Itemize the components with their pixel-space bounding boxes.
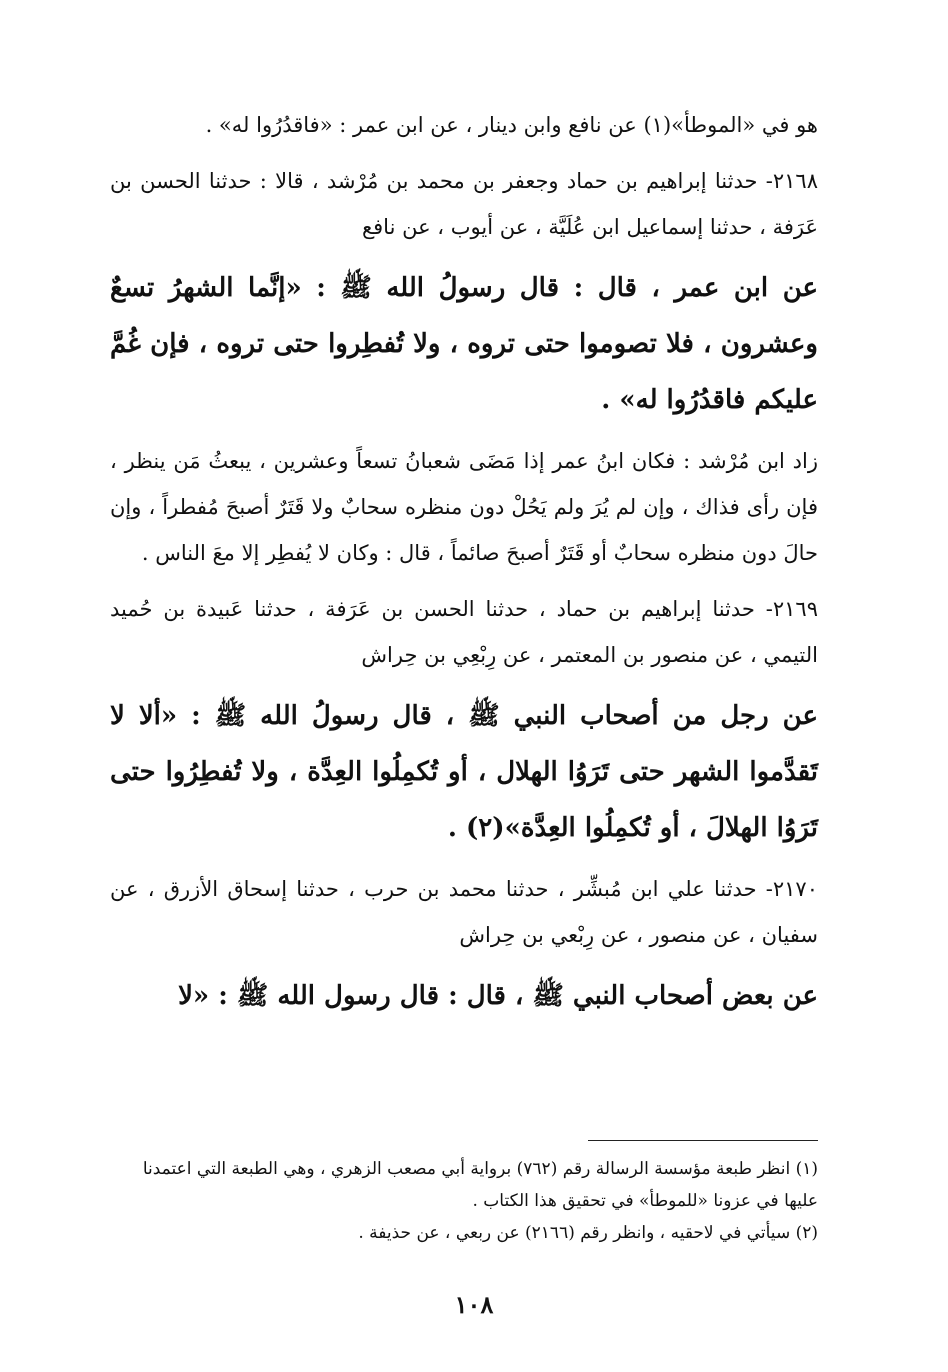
page-number: ١٠٨ xyxy=(454,1290,494,1319)
footnote-divider xyxy=(588,1140,818,1141)
footnote-2: (٢) سيأتي في لاحقيه ، وانظر رقم (٢١٦٦) عن ربعي ، عن حذيفة . xyxy=(358,1223,818,1243)
hadith-2168-matn: عن ابن عمر ، قال : قال رسولُ الله ﷺ : «إنَّما الشهرُ تسعٌ وعشرون ، فلا تصوموا حتى تروه ، ولا تُفطِروا حتى تروه ، فإن غُمَّ عليكم فاقدُرُوا له» . xyxy=(110,273,818,415)
paragraph-intro: هو في «الموطأ»(١) عن نافع وابن دينار ، عن ابن عمر : «فاقدُرُوا له» . xyxy=(205,113,818,137)
hadith-2168-isnad: ٢١٦٨- حدثنا إبراهيم بن حماد وجعفر بن محمد بن مُرْشد ، قالا : حدثنا الحسن بن عَرَفة ، حدثنا إسماعيل ابن عُلَيَّة ، عن أيوب ، عن نافع xyxy=(110,169,818,239)
footnotes xyxy=(110,1140,818,1249)
hadith-2169-matn: عن رجل من أصحاب النبي ﷺ ، قال رسولُ الله ﷺ : «ألا لا تَقدَّموا الشهر حتى تَرَوُا الهلال ، أو تُكمِلُوا العِدَّة ، ولا تُفطِرُوا حتى تَرَوُا الهلالَ ، أو تُكمِلُوا العِدَّة»(٢) . xyxy=(110,701,818,843)
hadith-2169-isnad: ٢١٦٩- حدثنا إبراهيم بن حماد ، حدثنا الحسن بن عَرَفة ، حدثنا عَبيدة بن حُميد التيمي ، عن منصور بن المعتمر ، عن رِبْعِي بن حِراش xyxy=(110,597,818,667)
hadith-2168-addition: زاد ابن مُرْشد : فكان ابنُ عمر إذا مَضَى شعبانُ تسعاً وعشرين ، يبعثُ مَن ينظر ، فإن رأى فذاك ، وإن لم يُرَ ولم يَحُلْ دون منظره سحابٌ ولا قَتَرٌ أصبحَ مُفطراً ، وإن حالَ دون منظره سحابٌ أو قَتَرٌ أصبحَ صائماً ، قال : وكان لا يُفطِر إلا معَ الناس . xyxy=(110,449,818,565)
main-text xyxy=(110,100,818,1034)
footnote-1: (١) انظر طبعة مؤسسة الرسالة رقم (٧٦٢) برواية أبي مصعب الزهري ، وهي الطبعة التي اعتمدنا عليها في عزونا «للموطأ» في تحقيق هذا الكتاب . xyxy=(142,1159,818,1211)
hadith-2170-matn: عن بعض أصحاب النبي ﷺ ، قال : قال رسول الله ﷺ : «لا xyxy=(178,981,818,1011)
hadith-2170-isnad: ٢١٧٠- حدثنا علي ابن مُبشِّر ، حدثنا محمد بن حرب ، حدثنا إسحاق الأزرق ، عن سفيان ، عن منصور ، عن رِبْعي بن حِراش xyxy=(110,877,818,947)
